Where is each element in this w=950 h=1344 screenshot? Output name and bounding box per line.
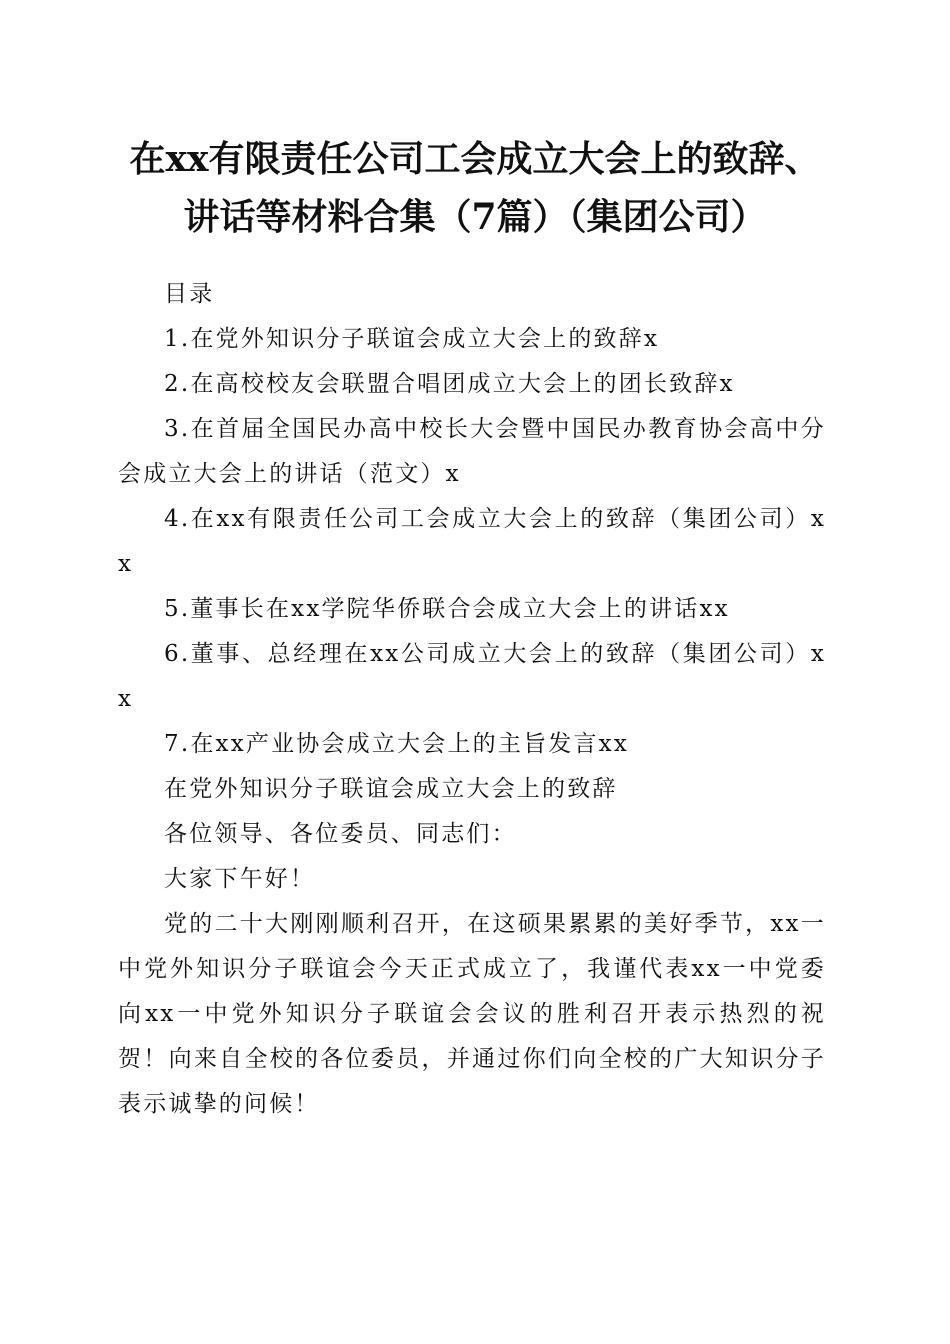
greeting: 大家下午好！ [164, 866, 316, 892]
toc-item-4: 4.在xx有限责任公司工会成立大会上的致辞（集团公司）xx [118, 506, 826, 577]
toc-item-3: 3.在首届全国民办高中校长大会暨中国民办教育协会高中分会成立大会上的讲话（范文）x [118, 416, 826, 487]
toc-item-5: 5.董事长在xx学院华侨联合会成立大会上的讲话xx [164, 596, 730, 622]
paragraph-1: 党的二十大刚刚顺利召开，在这硕果累累的美好季节，xx一中党外知识分子联谊会今天正式成立了，我谨代表xx一中党委向xx一中党外知识分子联谊会会议的胜利召开表示热烈的祝贺！向来自全校的各位委员，并通过你们向全校的广大知识分子表示诚挚的问候！ [118, 911, 826, 1117]
toc-item-2: 2.在高校校友会联盟合唱团成立大会上的团长致辞x [164, 371, 735, 397]
salutation: 各位领导、各位委员、同志们： [164, 821, 517, 847]
title-line-2: 讲话等材料合集（7篇）（集团公司） [183, 196, 767, 238]
title-line-1: 在xx有限责任公司工会成立大会上的致辞、 [129, 138, 821, 180]
document-title [100, 130, 850, 246]
toc-heading: 目录 [164, 281, 215, 307]
toc-item-7: 7.在xx产业协会成立大会上的主旨发言xx [164, 731, 630, 757]
section-title: 在党外知识分子联谊会成立大会上的致辞 [164, 776, 618, 802]
toc-item-6: 6.董事、总经理在xx公司成立大会上的致辞（集团公司）xx [118, 641, 826, 712]
document-body [118, 272, 826, 1127]
toc-item-1: 1.在党外知识分子联谊会成立大会上的致辞x [164, 326, 660, 352]
